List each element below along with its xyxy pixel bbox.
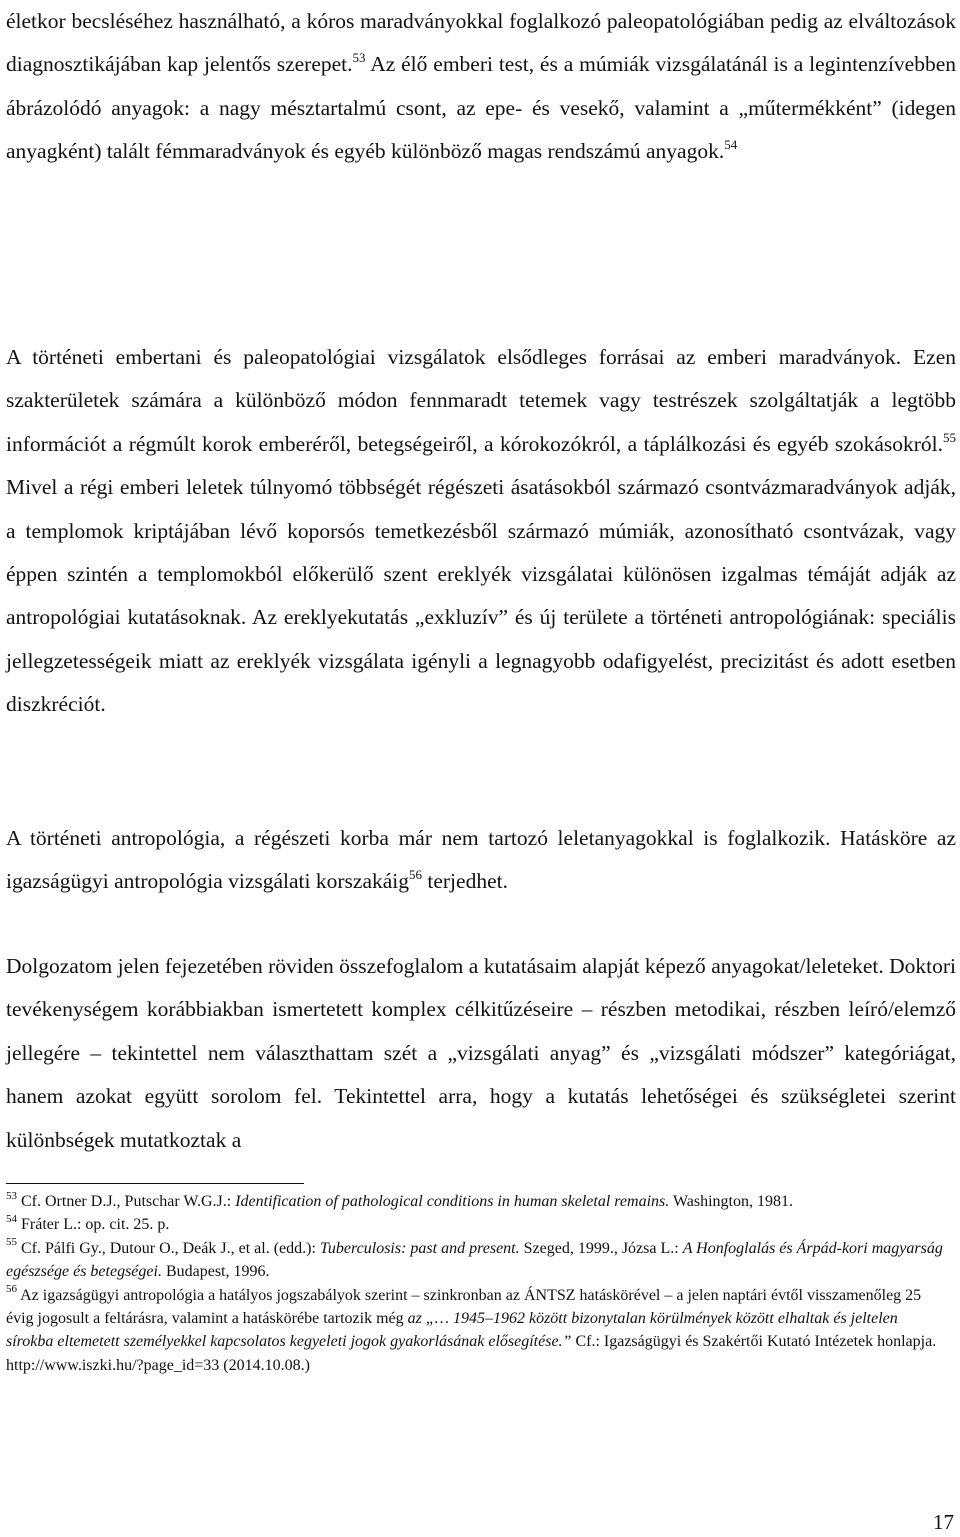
- footnote-ref-56[interactable]: 56: [409, 867, 422, 883]
- paragraph-text: Dolgozatom jelen fejezetében röviden összefoglalom a kutatásaim alapját képező anyagokat/leleteket. Doktori tevékenységem korábbiakban ismertetett komplex célkitűzéseire – részben metodikai, részben leíró/elemző jellegére – tekintettel nem választhattam szét a „vizsgálati anyag” és „vizsgálati módszer” kategóriágat, hanem azokat együtt sorolom fel. Tekintettel arra, hogy a kutatás lehetőségei és szükségletei szerint különbségek mutatkoztak a: [6, 954, 956, 1152]
- footnote-text: Cf. Pálfi Gy., Dutour O., Deák J., et al. (edd.):: [17, 1239, 320, 1257]
- paragraph-text: A történeti embertani és paleopatológiai vizsgálatok elsődleges forrásai az emberi maradványok. Ezen szakterületek számára a különböző módon fennmaradt tetemek vagy testrészek szolgáltatják a legtöbb információt a régmúlt korok emberéről, betegségeiről, a kórokozókról, a táplálkozási és egyéb szokásokról.: [6, 345, 956, 456]
- footnote-separator: [6, 1183, 304, 1184]
- page-number: 17: [933, 1510, 954, 1534]
- footnote-ref-53[interactable]: 53: [352, 50, 366, 66]
- footnote-title: Identification of pathological conditions in human skeletal remains.: [235, 1193, 670, 1210]
- footnote-text: Washington, 1981.: [669, 1193, 793, 1210]
- paragraph-4: [6, 945, 956, 1162]
- paragraph-3: [6, 817, 956, 904]
- footnote-number: 54: [6, 1213, 17, 1226]
- footnote-ref-55[interactable]: 55: [943, 429, 956, 445]
- paragraph-text: Az élő emberi test, és a múmiák vizsgálatánál is a legintenzívebben ábrázolódó anyagok: a nagy mésztartalmú csont, az epe- és vesekő, valamint a „műtermékként” (idegen anyagként) talált fémmaradványok és egyéb különböző magas rendszámú anyagok.: [6, 52, 956, 164]
- footnote-number: 56: [6, 1283, 17, 1296]
- footnote-55: [6, 1237, 946, 1284]
- footnote-number: 53: [6, 1189, 17, 1202]
- paragraph-1: [6, 0, 956, 174]
- footnote-title: A Honfoglalás és Árpád-kori magyarság egészsége és betegségei.: [6, 1239, 943, 1281]
- footnote-text: Szeged, 1999., Józsa L.:: [519, 1239, 683, 1257]
- paragraph-text: A történeti antropológia, a régészeti korba már nem tartozó leletanyagokkal is foglalkozik. Hatásköre az igazságügyi antropológia vizsgálati korszakáig: [6, 826, 956, 894]
- footnote-56: [6, 1284, 946, 1378]
- paragraph-text: Mivel a régi emberi leletek túlnyomó többségét régészeti ásatásokból származó csontvázmaradványok adják, a templomok kriptájában lévő koporsós temetkezésből származó múmiák, azonosítható csontvázak, vagy éppen szintén a templomokból előkerülő szent ereklyék vizsgálatai különösen izgalmas témáját adják az antropológiai kutatásoknak. Az ereklyekutatás „exkluzív” és új területe a történeti antropológiának: speciális jellegzetességeik miatt az ereklyék vizsgálata igényli a legnagyobb odafigyelést, precizitást és adott esetben diszkréciót.: [6, 475, 956, 717]
- footnote-ref-54[interactable]: 54: [724, 137, 738, 153]
- paragraph-2: [6, 336, 956, 727]
- footnote-text: Az igazságügyi antropológia a hatályos jogszabályok szerint – szinkronban az ÁNTSZ hatáskörével – a jelen naptári évtől visszamenőleg 25 évig jogosult a feltárásra, valamint a hatáskörébe tartozik még: [6, 1286, 922, 1328]
- footnote-text: Cf.: Igazságügyi és Szakértői Kutató Intézetek honlapja. http://www.iszki.hu/?page_id=33 (2014.10.08.): [6, 1333, 937, 1374]
- footnotes: [6, 1190, 946, 1377]
- footnote-text: Cf. Ortner D.J., Putschar W.G.J.:: [17, 1193, 236, 1210]
- footnote-quote: az „… 1945–1962 között bizonytalan körülmények között elhaltak és jeltelen sírokba eltemetett személyekkel kapcsolatos kegyeleti jogok gyakorlásának elősegítése.”: [6, 1310, 898, 1351]
- paragraph-text: terjedhet.: [422, 869, 508, 894]
- footnote-text: Budapest, 1996.: [161, 1263, 270, 1281]
- footnote-number: 55: [6, 1236, 17, 1249]
- footnote-text: Fráter L.: op. cit. 25. p.: [17, 1216, 170, 1234]
- footnote-54: [6, 1213, 946, 1236]
- paragraph-text: életkor becsléséhez használható, a kóros maradványokkal foglalkozó paleopatológiában pedig az elváltozások diagnosztikájában kap jelentős szerepet.: [6, 9, 956, 77]
- footnote-title: Tuberculosis: past and present.: [319, 1239, 520, 1257]
- footnote-53: [6, 1190, 946, 1213]
